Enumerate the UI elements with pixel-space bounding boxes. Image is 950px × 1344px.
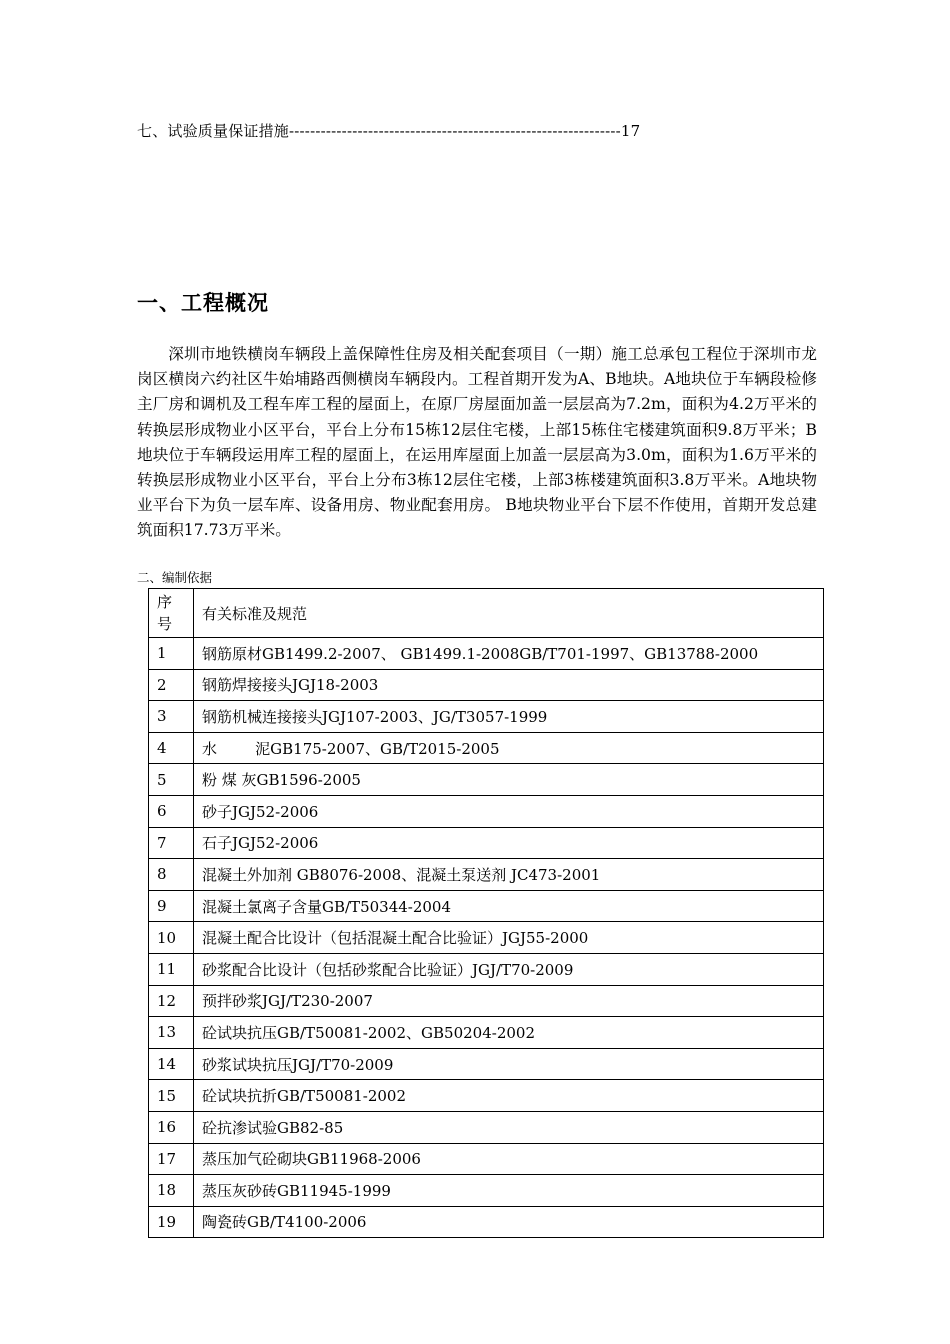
row-standard-cell: 砼抗渗试验GB82-85	[194, 1111, 824, 1143]
row-standard-cell: 钢筋焊接接头JGJ18-2003	[194, 669, 824, 701]
table-row	[149, 827, 824, 859]
table-row	[149, 1048, 824, 1080]
header-standards-cell: 有关标准及规范	[194, 589, 824, 638]
row-standard-cell: 钢筋机械连接接头JGJ107-2003、JG/T3057-1999	[194, 701, 824, 733]
table-row	[149, 732, 824, 764]
header-seq-line1: 序	[157, 593, 173, 611]
table-row	[149, 953, 824, 985]
row-number-cell: 5	[149, 764, 194, 796]
row-number-cell: 8	[149, 859, 194, 891]
row-standard-cell: 砼试块抗折GB/T50081-2002	[194, 1080, 824, 1112]
row-standard-cell: 预拌砂浆JGJ/T230-2007	[194, 985, 824, 1017]
row-number-cell: 3	[149, 701, 194, 733]
table-header-row	[149, 589, 824, 638]
row-number-cell: 4	[149, 732, 194, 764]
row-standard-cell: 砂子JGJ52-2006	[194, 795, 824, 827]
row-number-cell: 17	[149, 1143, 194, 1175]
row-standard-cell: 陶瓷砖GB/T4100-2006	[194, 1206, 824, 1238]
row-standard-cell: 钢筋原材GB1499.2-2007、 GB1499.1-2008GB/T701-1997、GB13788-2000	[194, 638, 824, 670]
table-row	[149, 669, 824, 701]
table-row	[149, 985, 824, 1017]
row-standard-cell: 蒸压加气砼砌块GB11968-2006	[194, 1143, 824, 1175]
table-row	[149, 1175, 824, 1207]
table-row	[149, 1143, 824, 1175]
table-row	[149, 701, 824, 733]
table-row	[149, 1080, 824, 1112]
row-number-cell: 6	[149, 795, 194, 827]
row-number-cell: 12	[149, 985, 194, 1017]
table-row	[149, 890, 824, 922]
row-standard-cell: 蒸压灰砂砖GB11945-1999	[194, 1175, 824, 1207]
row-number-cell: 18	[149, 1175, 194, 1207]
row-standard-cell: 粉 煤 灰GB1596-2005	[194, 764, 824, 796]
row-number-cell: 13	[149, 1017, 194, 1049]
row-standard-cell: 砂浆配合比设计（包括砂浆配合比验证）JGJ/T70-2009	[194, 953, 824, 985]
table-row	[149, 859, 824, 891]
row-number-cell: 1	[149, 638, 194, 670]
section-title-basis: 二、编制依据	[137, 570, 213, 585]
section-title-project-overview: 一、工程概况	[137, 291, 269, 315]
row-number-cell: 16	[149, 1111, 194, 1143]
standards-table	[148, 588, 824, 1238]
row-number-cell: 10	[149, 922, 194, 954]
row-standard-cell: 砂浆试块抗压JGJ/T70-2009	[194, 1048, 824, 1080]
row-standard-cell: 混凝土外加剂 GB8076-2008、混凝土泵送剂 JC473-2001	[194, 859, 824, 891]
table-row	[149, 1017, 824, 1049]
header-seq-cell	[149, 589, 194, 638]
row-number-cell: 9	[149, 890, 194, 922]
row-number-cell: 2	[149, 669, 194, 701]
row-standard-cell: 砼试块抗压GB/T50081-2002、GB50204-2002	[194, 1017, 824, 1049]
header-seq-line2: 号	[157, 615, 173, 633]
row-number-cell: 11	[149, 953, 194, 985]
row-standard-cell: 混凝土氯离子含量GB/T50344-2004	[194, 890, 824, 922]
project-overview-paragraph: 深圳市地铁横岗车辆段上盖保障性住房及相关配套项目（一期）施工总承包工程位于深圳市龙岗区横岗六约社区牛始埔路西侧横岗车辆段内。工程首期开发为A、B地块。A地块位于车辆段检修主厂房和调机及工程车库工程的屋面上，在原厂房屋面加盖一层层高为7.2m，面积为4.2万平米的转换层形成物业小区平台，平台上分布15栋12层住宅楼，上部15栋住宅楼建筑面积9.8万平米；B地块位于车辆段运用库工程的屋面上，在运用库屋面上加盖一层层高为3.0m，面积为1.6万平米的转换层形成物业小区平台，平台上分布3栋12层住宅楼，上部3栋楼建筑面积3.8万平米。A地块物业平台下为负一层车库、设备用房、物业配套用房。 B地块物业平台下层不作使用，首期开发总建筑面积17.73万平米。	[137, 345, 817, 540]
row-number-cell: 19	[149, 1206, 194, 1238]
row-number-cell: 14	[149, 1048, 194, 1080]
row-standard-cell: 水 泥GB175-2007、GB/T2015-2005	[194, 732, 824, 764]
row-number-cell: 15	[149, 1080, 194, 1112]
row-standard-cell: 石子JGJ52-2006	[194, 827, 824, 859]
toc-entry-quality-measures: 七、试验质量保证措施---------------------------------------------------------------17	[137, 122, 641, 140]
row-number-cell: 7	[149, 827, 194, 859]
table-row	[149, 638, 824, 670]
table-row	[149, 795, 824, 827]
table-row	[149, 764, 824, 796]
table-row	[149, 922, 824, 954]
table-row	[149, 1206, 824, 1238]
row-standard-cell: 混凝土配合比设计（包括混凝土配合比验证）JGJ55-2000	[194, 922, 824, 954]
table-row	[149, 1111, 824, 1143]
